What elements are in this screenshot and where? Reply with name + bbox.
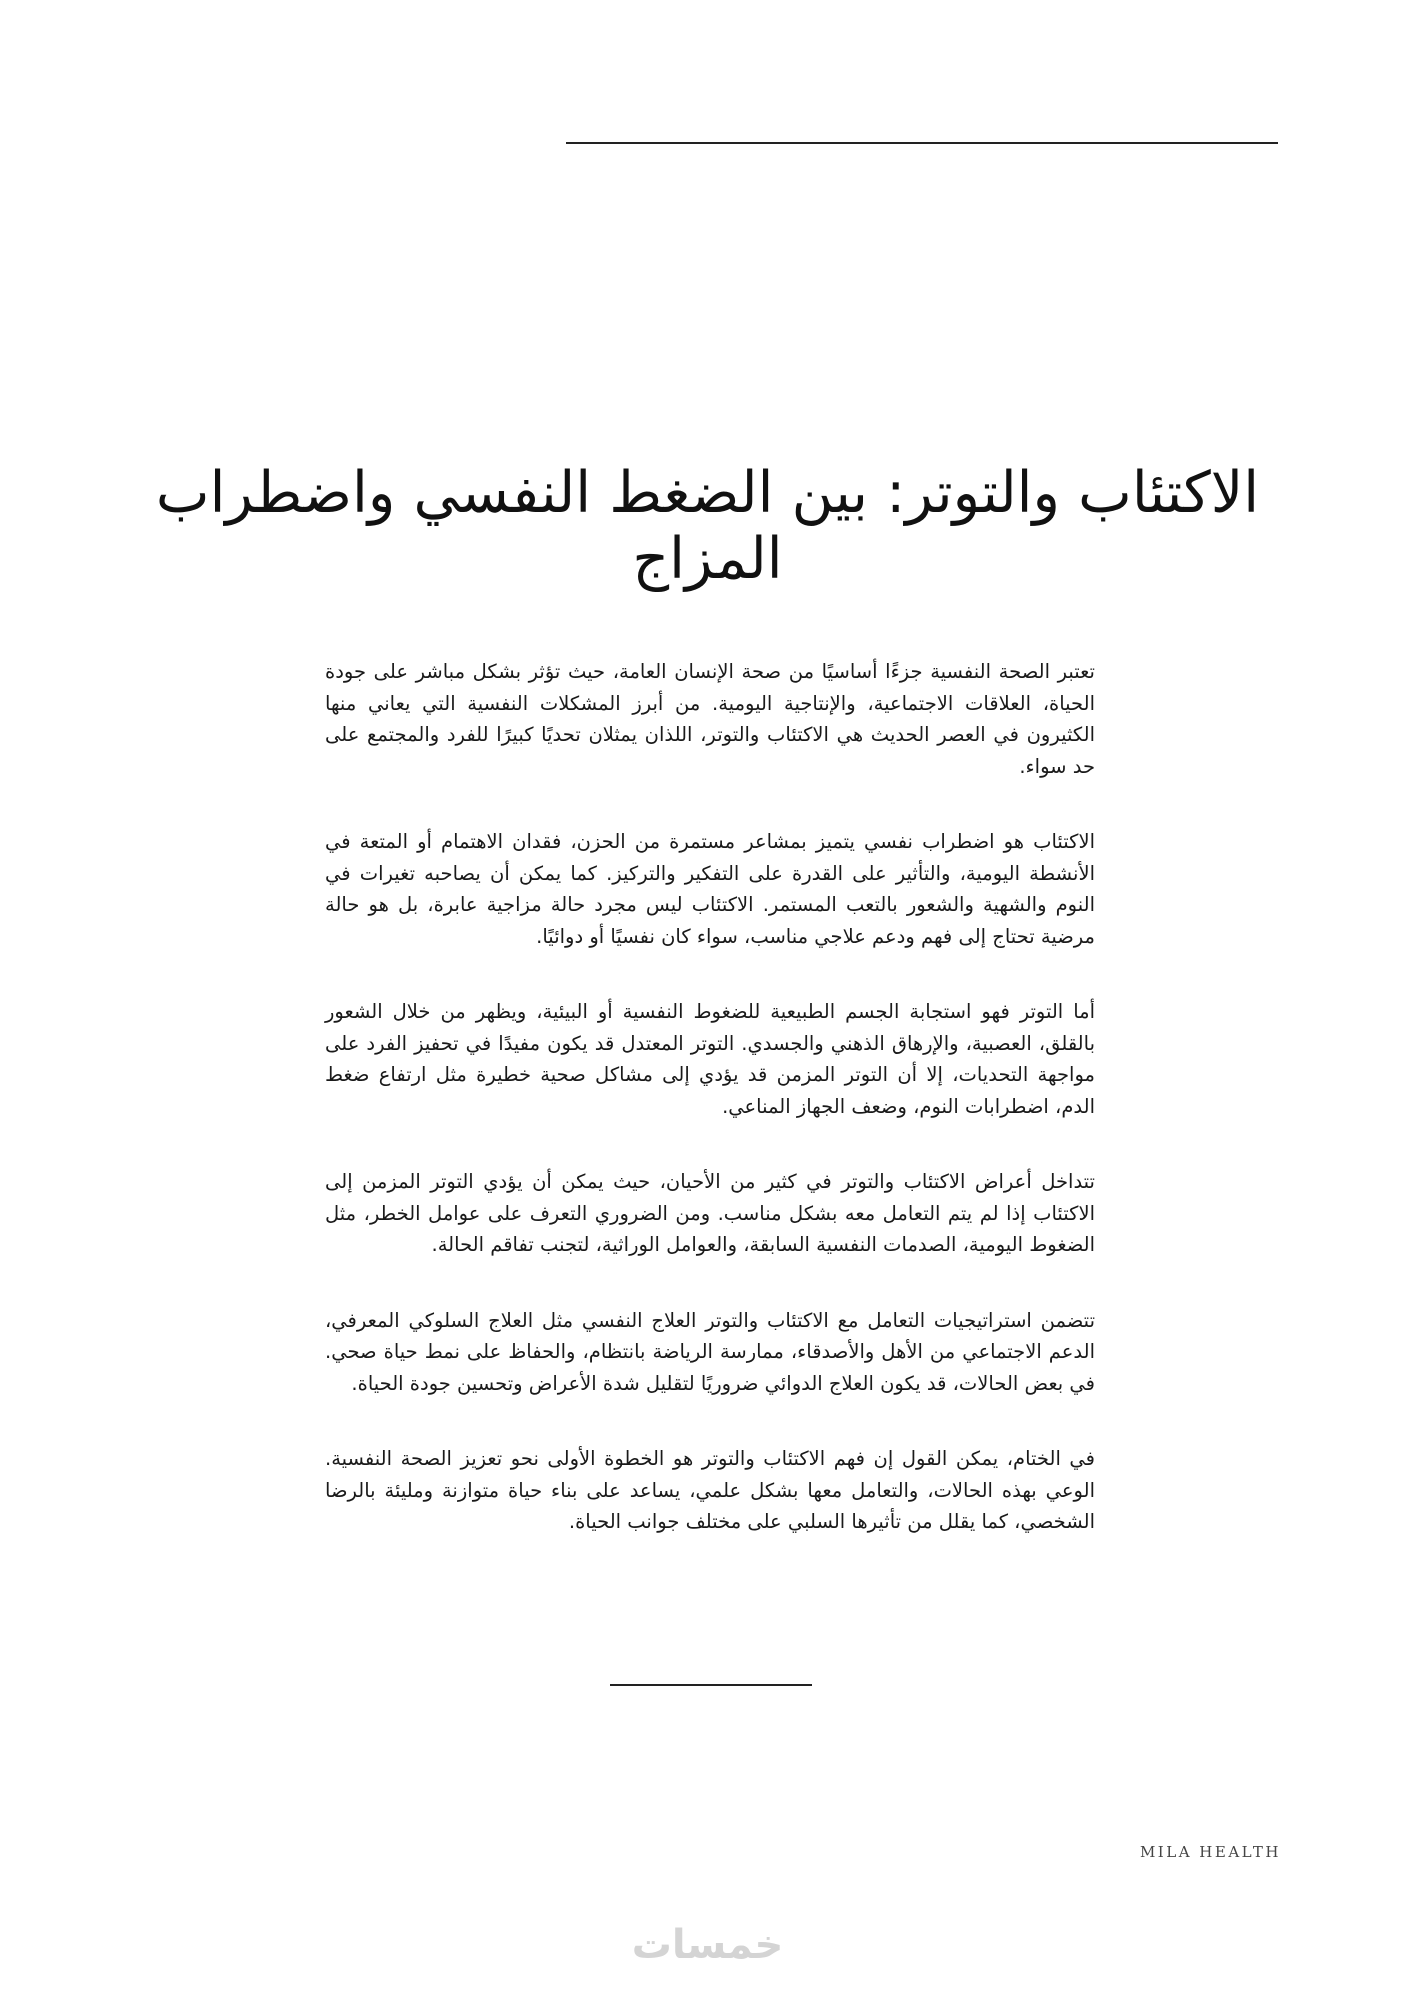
paragraph-depression: الاكتئاب هو اضطراب نفسي يتميز بمشاعر مستمرة من الحزن، فقدان الاهتمام أو المتعة في الأنشطة اليومية، والتأثير على القدرة على التفكير والتركيز. كما يمكن أن يصاحبه تغيرات في النوم والشهية والشعور بالتعب المستمر. الاكتئاب ليس مجرد حالة مزاجية عابرة، بل هو حالة مرضية تحتاج إلى فهم ودعم علاجي مناسب، سواء كان نفسيًا أو دوائيًا. xyxy=(325,830,1095,948)
article-body xyxy=(325,656,1095,1582)
paragraph-stress: أما التوتر فهو استجابة الجسم الطبيعية للضغوط النفسية أو البيئية، ويظهر من خلال الشعور بالقلق، العصبية، والإرهاق الذهني والجسدي. التوتر المعتدل قد يكون مفيدًا في تحفيز الفرد على مواجهة التحديات، إلا أن التوتر المزمن قد يؤدي إلى مشاكل صحية خطيرة مثل ارتفاع ضغط الدم، اضطرابات النوم، وضعف الجهاز المناعي. xyxy=(325,1000,1095,1118)
watermark-logo: خمسات xyxy=(631,1922,784,1968)
paragraph-intro: تعتبر الصحة النفسية جزءًا أساسيًا من صحة الإنسان العامة، حيث تؤثر بشكل مباشر على جودة الحياة، العلاقات الاجتماعية، والإنتاجية اليومية. من أبرز المشكلات النفسية التي يعاني منها الكثيرون في العصر الحديث هي الاكتئاب والتوتر، اللذان يمثلان تحديًا كبيرًا للفرد والمجتمع على حد سواء. xyxy=(325,660,1095,778)
top-divider xyxy=(566,142,1278,144)
bottom-divider xyxy=(610,1684,812,1686)
page-title: الاكتئاب والتوتر: بين الضغط النفسي واضطراب المزاج xyxy=(155,460,1260,592)
brand-name: MILA HEALTH xyxy=(1139,1843,1281,1861)
paragraph-conclusion: في الختام، يمكن القول إن فهم الاكتئاب والتوتر هو الخطوة الأولى نحو تعزيز الصحة النفسية. الوعي بهذه الحالات، والتعامل معها بشكل علمي، يساعد على بناء حياة متوازنة ومليئة بالرضا الشخصي، كما يقلل من تأثيرها السلبي على مختلف جوانب الحياة. xyxy=(325,1447,1095,1533)
paragraph-strategies: تتضمن استراتيجيات التعامل مع الاكتئاب والتوتر العلاج النفسي مثل العلاج السلوكي المعرفي، الدعم الاجتماعي من الأهل والأصدقاء، ممارسة الرياضة بانتظام، والحفاظ على نمط حياة صحي. في بعض الحالات، قد يكون العلاج الدوائي ضروريًا لتقليل شدة الأعراض وتحسين جودة الحياة. xyxy=(325,1308,1095,1395)
paragraph-overlap: تتداخل أعراض الاكتئاب والتوتر في كثير من الأحيان، حيث يمكن أن يؤدي التوتر المزمن إلى الاكتئاب إذا لم يتم التعامل معه بشكل مناسب. ومن الضروري التعرف على عوامل الخطر، مثل الضغوط اليومية، الصدمات النفسية السابقة، والعوامل الوراثية، لتجنب تفاقم الحالة. xyxy=(325,1170,1095,1256)
